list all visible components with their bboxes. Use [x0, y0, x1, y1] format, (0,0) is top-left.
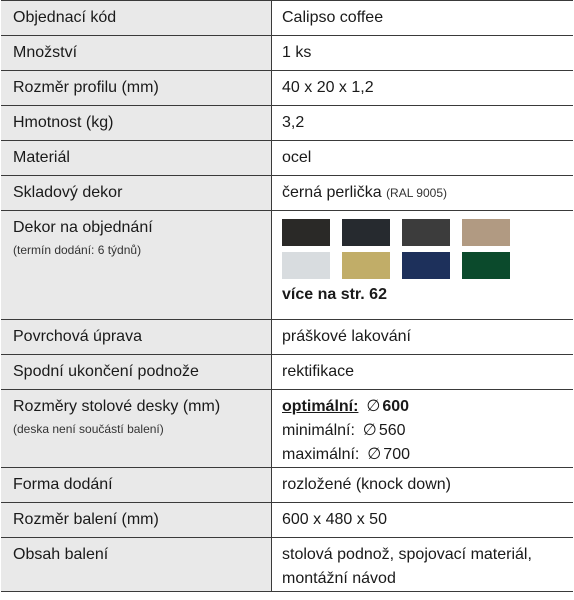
row-value: 600 x 480 x 50 [272, 503, 574, 538]
row-package-size [1, 503, 573, 538]
row-order-code [1, 1, 573, 36]
row-label: Povrchová úprava [1, 320, 272, 355]
row-value [272, 390, 574, 468]
row-stock-decor [1, 176, 573, 211]
diameter-icon: ∅ [362, 422, 377, 439]
row-label: Rozměr profilu (mm) [1, 71, 272, 106]
swatch-navy-blue [402, 252, 450, 279]
row-value: rozložené (knock down) [272, 468, 574, 503]
row-profile-size [1, 71, 573, 106]
row-label: Obsah balení [1, 538, 272, 592]
row-quantity [1, 36, 573, 71]
row-label [1, 211, 272, 320]
color-swatch-grid [282, 219, 573, 279]
swatch-dark-green [462, 252, 510, 279]
diameter-icon: ∅ [366, 398, 381, 415]
delivery-note: (termín dodání: 6 týdnů) [13, 243, 142, 257]
more-decors-reference: více na str. 62 [282, 286, 387, 303]
swatch-dark-metallic-grey [402, 219, 450, 246]
swatch-gold [342, 252, 390, 279]
stock-decor-value: černá perlička [282, 184, 382, 201]
row-value: rektifikace [272, 355, 574, 390]
row-value: ocel [272, 141, 574, 176]
ral-code: (RAL 9005) [386, 186, 447, 200]
row-value: 3,2 [272, 106, 574, 141]
max-value: 700 [383, 446, 410, 463]
row-value: práškové lakování [272, 320, 574, 355]
row-surface [1, 320, 573, 355]
min-label: minimální: [282, 422, 355, 439]
maximum-diameter [282, 443, 573, 467]
row-value: 1 ks [272, 36, 574, 71]
row-tabletop [1, 390, 573, 468]
row-label: Objednací kód [1, 1, 272, 36]
row-foot-end [1, 355, 573, 390]
tabletop-note: (deska není součástí balení) [13, 422, 164, 436]
swatch-bronze [462, 219, 510, 246]
row-label: Spodní ukončení podnože [1, 355, 272, 390]
tabletop-label: Rozměry stolové desky (mm) [13, 398, 221, 415]
swatch-anthracite [342, 219, 390, 246]
row-weight [1, 106, 573, 141]
row-label: Forma dodání [1, 468, 272, 503]
swatch-black-textured [282, 219, 330, 246]
row-order-decor [1, 211, 573, 320]
minimum-diameter [282, 419, 573, 443]
optimal-diameter [282, 395, 573, 419]
row-package-contents [1, 538, 573, 592]
row-delivery-form [1, 468, 573, 503]
row-label: Rozměr balení (mm) [1, 503, 272, 538]
row-value: stolová podnož, spojovací materiál, montážní návod [272, 538, 574, 592]
row-value: 40 x 20 x 1,2 [272, 71, 574, 106]
optimal-value: 600 [382, 398, 410, 415]
optimal-label: optimální: [282, 398, 359, 415]
spec-table [1, 0, 573, 592]
row-label: Materiál [1, 141, 272, 176]
diameter-icon: ∅ [367, 446, 382, 463]
order-decor-label: Dekor na objednání [13, 219, 153, 236]
row-label: Množství [1, 36, 272, 71]
row-label: Skladový dekor [1, 176, 272, 211]
row-material [1, 141, 573, 176]
min-value: 560 [378, 422, 406, 439]
row-label [1, 390, 272, 468]
max-label: maximální: [282, 446, 360, 463]
row-value [272, 211, 574, 320]
row-label: Hmotnost (kg) [1, 106, 272, 141]
swatch-light-grey [282, 252, 330, 279]
row-value: Calipso coffee [272, 1, 574, 36]
row-value [272, 176, 574, 211]
